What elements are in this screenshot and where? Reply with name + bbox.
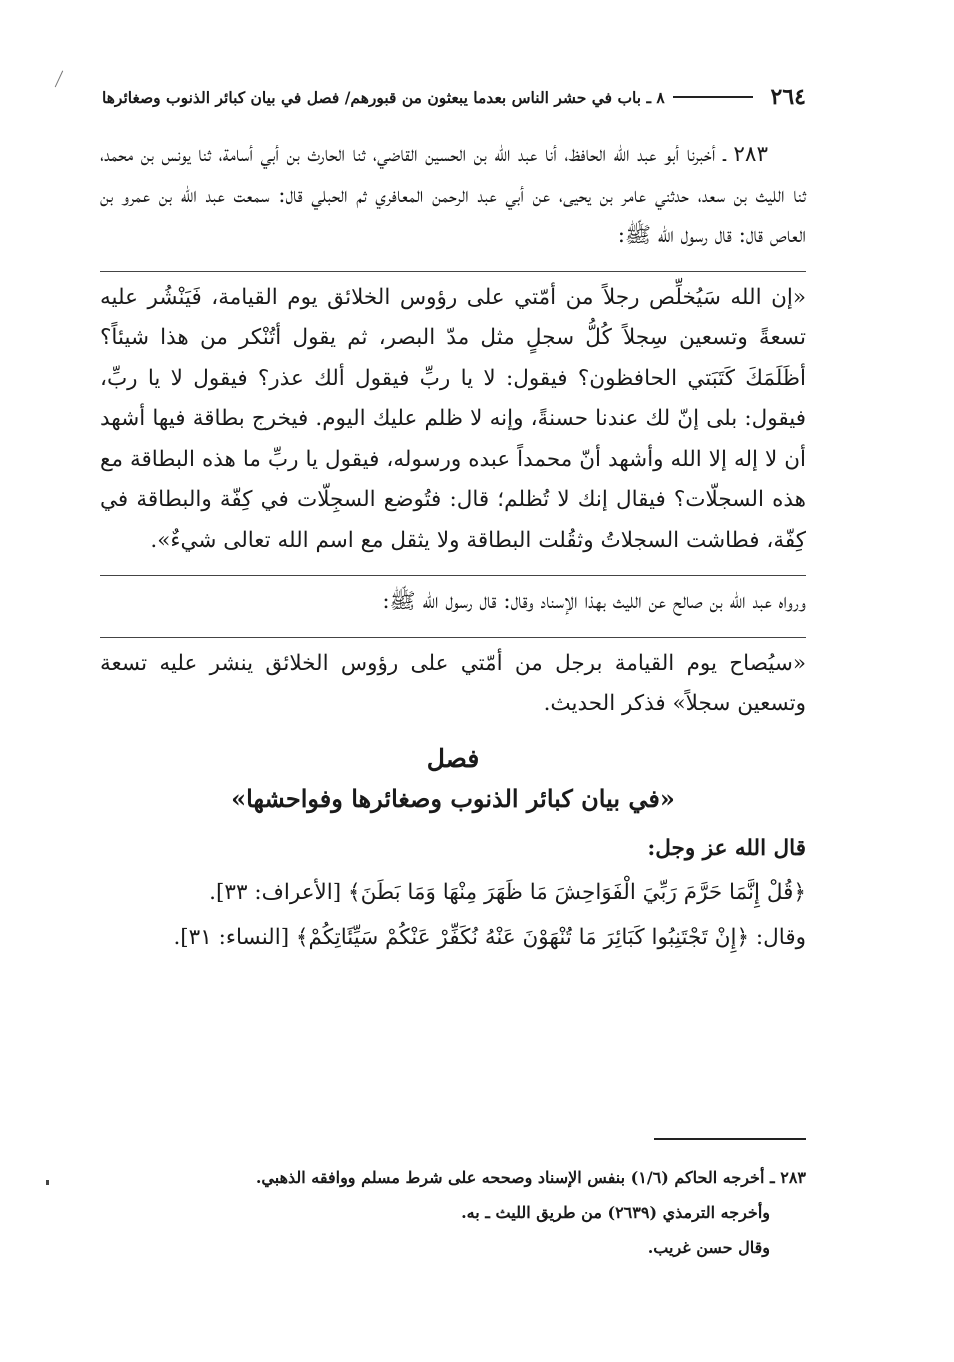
running-title: ٨ ـ باب في حشر الناس بعدما يبعثون من قبورهم/ فصل في بيان كبائر الذنوب وصغائرها (102, 87, 665, 107)
main-text (100, 135, 806, 972)
footnote-rule (654, 1138, 806, 1140)
section-heading: فصل (426, 743, 480, 773)
section-subheading: «في بيان كبائر الذنوب وصغائرها وفواحشها» (231, 783, 675, 813)
footnote-line: ٢٨٣ ـ أخرجه الحاكم (١/٦) بنفس الإسناد وصححه على شرط مسلم ووافقه الذهبي. (255, 1168, 806, 1187)
hadith-second-matn: «سيُصاح يوم القيامة برجل من أمّتي على رؤوس الخلائق ينشر عليه تسعة وتسعين سجلاً» فذكر الحديث. (100, 637, 806, 725)
quran-verse-araf: ﴿قُلْ إِنَّمَا حَرَّمَ رَبِّيَ الْفَوَاحِشَ مَا ظَهَرَ مِنْهَا وَمَا بَطَنَ﴾ [الأعراف: ٣٣]. (209, 880, 806, 905)
footnotes (180, 1160, 806, 1265)
hadith-isnad: ٢٨٣ ـ أخبرنا أبو عبد الله الحافظ، أنا عبد الله بن الحسين القاضي، ثنا الحارث بن أبي أسامة، ثنا يونس بن محمد، ثنا الليث بن سعد، حدثني عامر بن يحيى، عن أبي عبد الرحمن المعافري ثم الحبلي قال: سمعت عبد الله بن عمرو بن العاص قال: قال رسول الله ﷺ: (100, 142, 806, 248)
hadith-narration: ورواه عبد الله بن صالح عن الليث بهذا الإسناد وقال: قال رسول الله ﷺ: (100, 575, 806, 623)
footnote-line: وأخرجه الترمذي (٢٦٣٩) من طريق الليث ـ به. (461, 1203, 770, 1222)
section-intro: قال الله عز وجل: (647, 835, 806, 861)
scan-dot (46, 1180, 49, 1185)
footnote-line: وقال حسن غريب. (647, 1238, 770, 1257)
header-rule (673, 96, 753, 98)
page-number: ٢٦٤ (770, 84, 806, 110)
quran-verse-nisa: وقال: ﴿إِنْ تَجْتَنِبُوا كَبَائِرَ مَا تُنْهَوْنَ عَنْهُ نُكَفِّرْ عَنْكُمْ سَيِّئَاتِكُمْ﴾ [النساء: ٣١]. (173, 924, 806, 950)
scan-mark (55, 71, 73, 92)
hadith-matn: «إن الله سَيُخلِّص رجلاً من أمّتي على رؤوس الخلائق يوم القيامة، فَيَنْشُر عليه تسعةً وتسعين سِجلاً كُلُّ سجلٍ مثل مدّ البصر، ثم يقول أتُنْكر من هذا شيئاً؟ أظَلَمَكَ كَتَبَتي الحافظون؟ فيقول: لا يا ربِّ فيقول ألك عذر؟ فيقول لا يا ربِّ، فيقول: بلى إنّ لك عندنا حسنةً، وإنه لا ظلم عليك اليوم. فيخرج بطاقة فيها أشهد أن لا إله إلا الله وأشهد أنّ محمداً عبده ورسوله، فيقول يا ربِّ ما هذه البطاقة مع هذه السجلّات؟ فيقال إنك لا تُظلم؛ قال: فتُوضع السجِلّات في كِفّة والبطاقة في كِفّة، فطاشت السجلاتُ وثقُلت البطاقة ولا يثقل مع اسم الله تعالى شيءٌ». (100, 271, 806, 562)
running-header (102, 82, 806, 112)
